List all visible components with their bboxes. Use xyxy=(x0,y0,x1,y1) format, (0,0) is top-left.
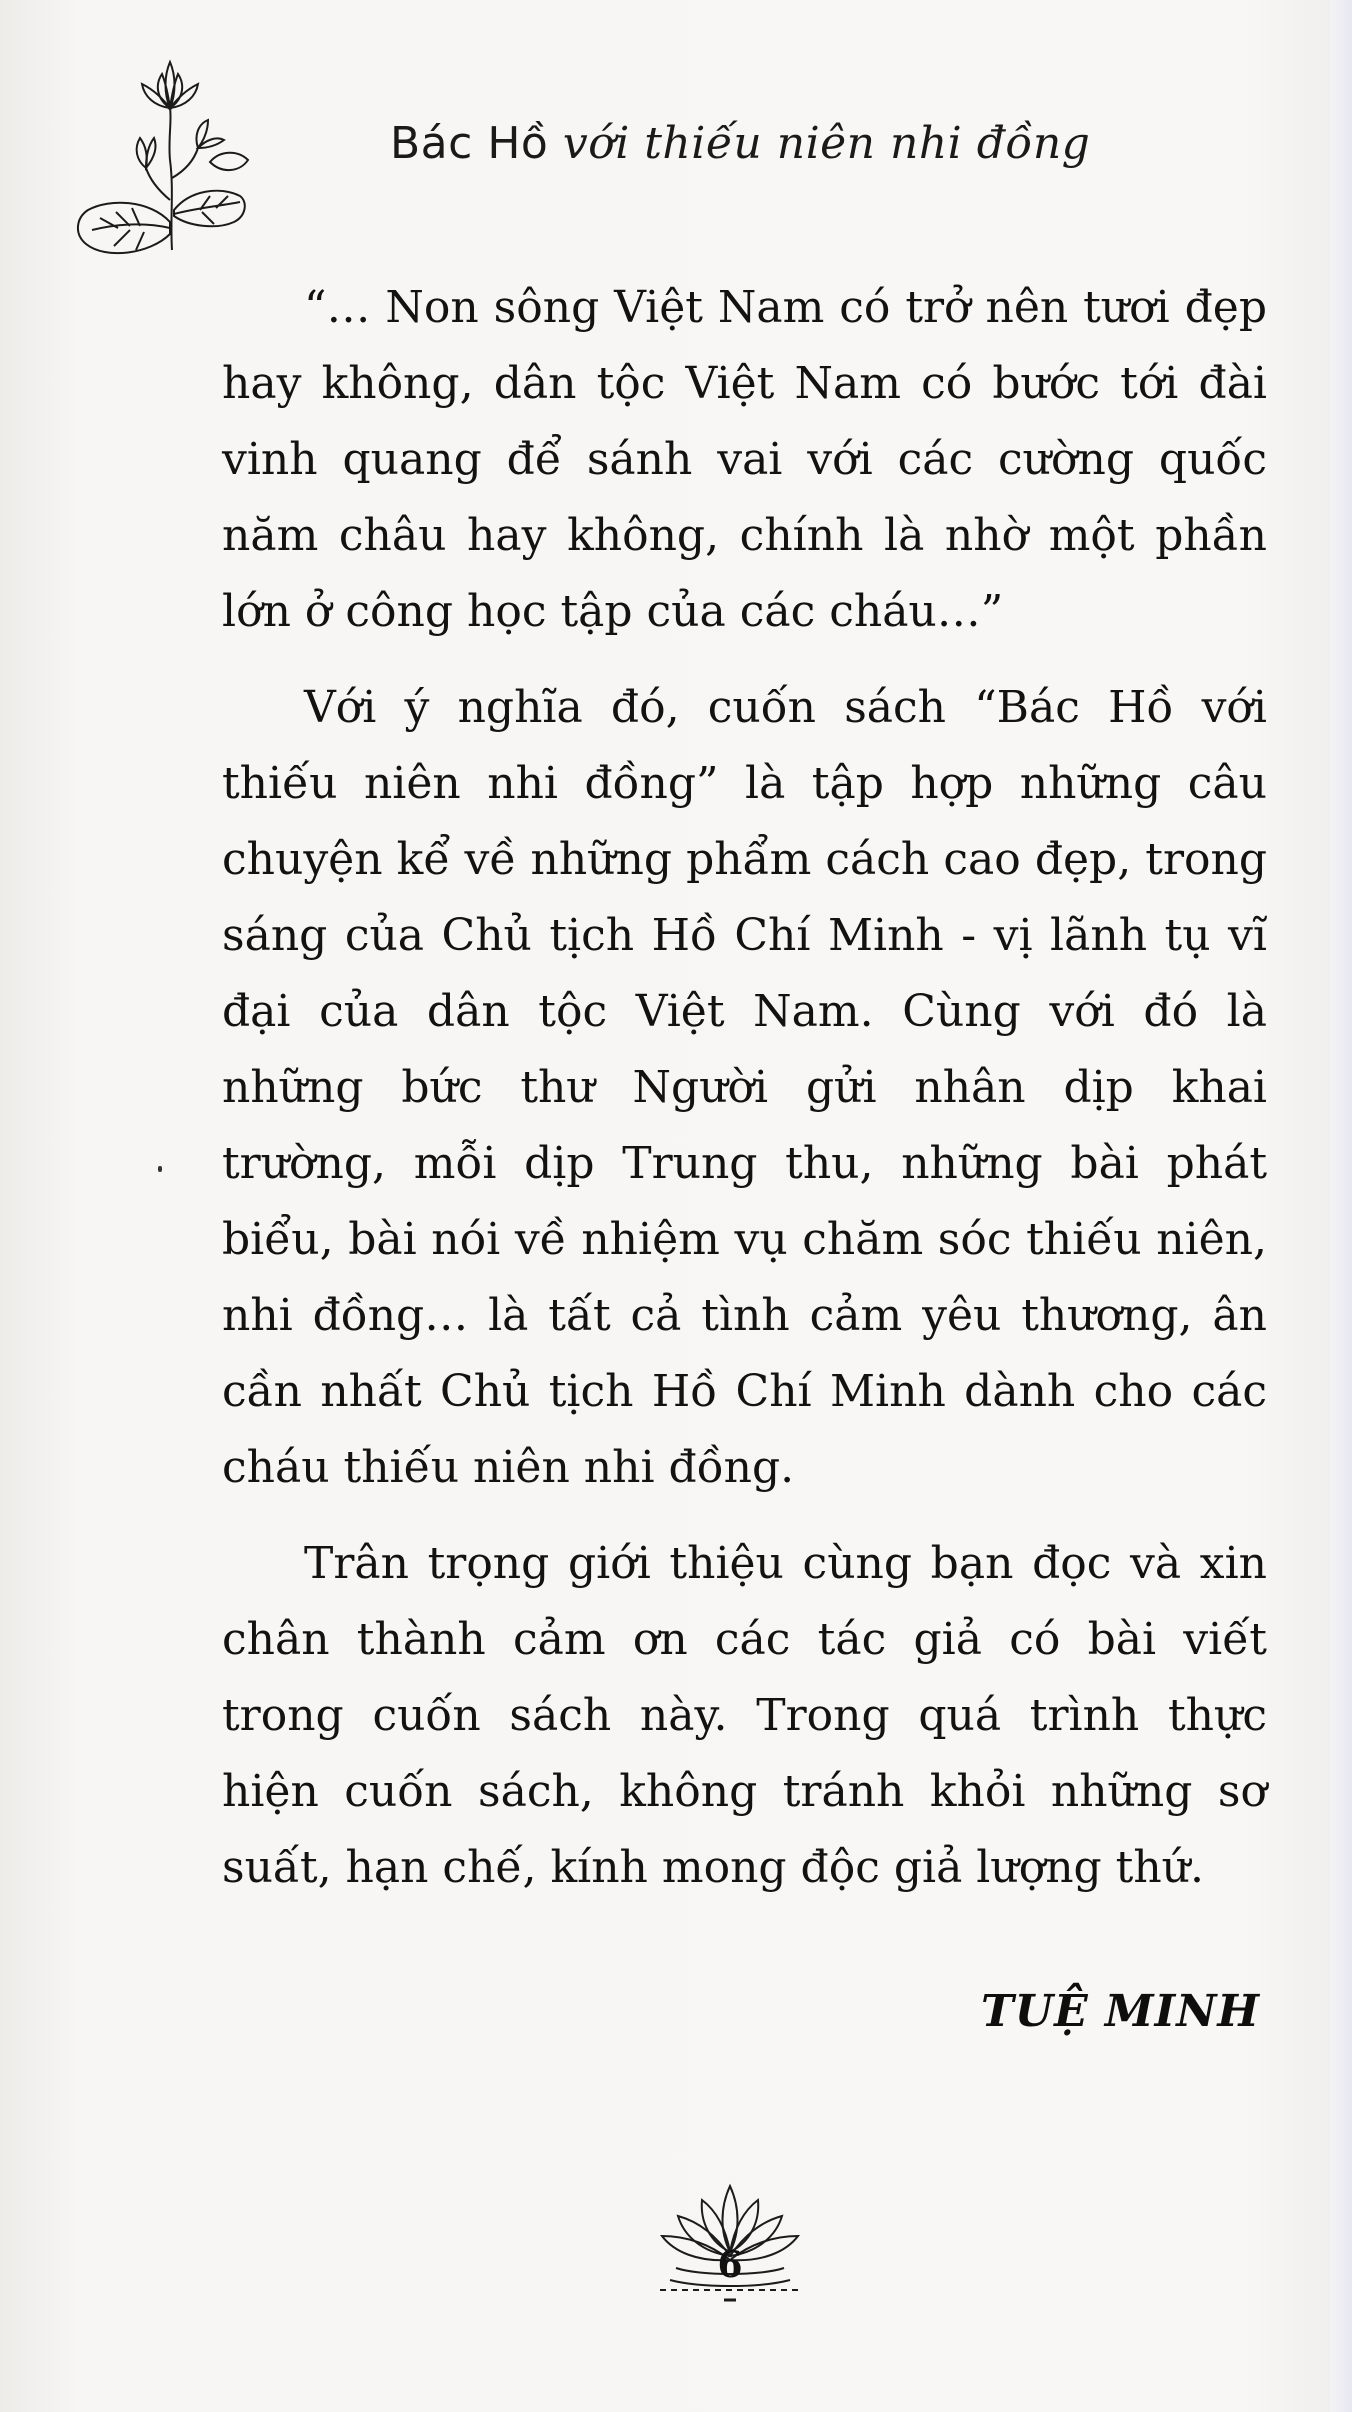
running-head-italic: với thiếu niên nhi đồng xyxy=(562,118,1091,169)
running-head xyxy=(390,118,1090,169)
author-signature: TUỆ MINH xyxy=(980,1986,1260,2037)
paragraph-quote: “… Non sông Việt Nam có trở nên tươi đẹp hay không, dân tộc Việt Nam có bước tới đài vinh quang để sánh vai với các cường quốc năm châu hay không, chính là nhờ một phần lớn ở công học tập của các cháu…” xyxy=(222,282,1267,637)
paragraph-intro: Với ý nghĩa đó, cuốn sách “Bác Hồ với thiếu niên nhi đồng” là tập hợp những câu chuyện kể về những phẩm cách cao đẹp, trong sáng của Chủ tịch Hồ Chí Minh - vị lãnh tụ vĩ đại của dân tộc Việt Nam. Cùng với đó là những bức thư Người gửi nhân dịp khai trường, mỗi dịp Trung thu, những bài phát biểu, bài nói về nhiệm vụ chăm sóc thiếu niên, nhi đồng… là tất cả tình cảm yêu thương, ân cần nhất Chủ tịch Hồ Chí Minh dành cho các cháu thiếu niên nhi đồng. xyxy=(222,682,1267,1493)
lotus-flower-icon xyxy=(640,2172,820,2312)
print-speck xyxy=(158,1166,162,1172)
running-head-plain: Bác Hồ xyxy=(390,118,549,169)
body-text xyxy=(222,270,1267,1926)
page-edge xyxy=(1330,0,1352,2412)
lotus-branch-icon xyxy=(70,50,260,255)
page-number: 6 xyxy=(717,2244,743,2286)
paragraph-thanks: Trân trọng giới thiệu cùng bạn đọc và xin chân thành cảm ơn các tác giả có bài viết trong cuốn sách này. Trong quá trình thực hiện cuốn sách, không tránh khỏi những sơ suất, hạn chế, kính mong độc giả lượng thứ. xyxy=(222,1538,1267,1893)
